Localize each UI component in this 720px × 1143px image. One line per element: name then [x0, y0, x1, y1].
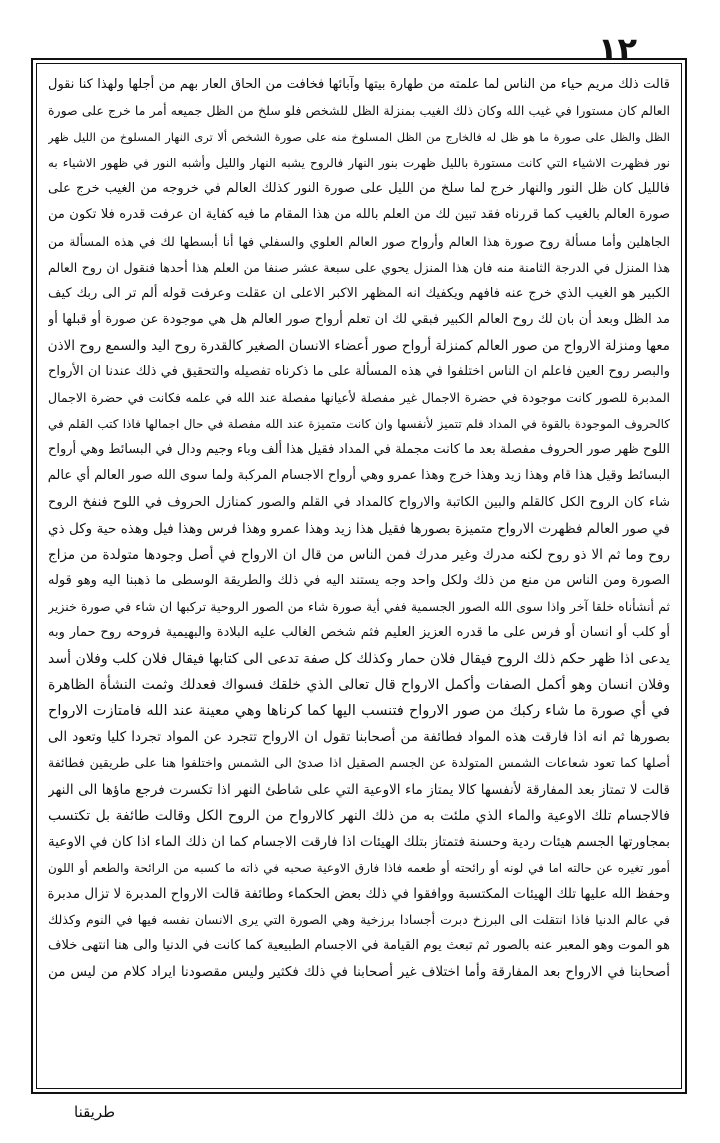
text-line: فالاجسام تلك الاوعية والماء الذي ملئت به من ذلك النهر كالارواح من الروح الكل وقالت طائفة بل تكتسب: [48, 807, 670, 824]
text-line: هذا المنزل في الدرجة الثامنة منه فان هذا المنزل يحوي على سبعة عشر صنفا من العلم هذا أحدها فنقول ان روح العالم: [48, 259, 670, 275]
text-line: وحفظ الله عليها تلك الهيئات المكتسبة ووافقوا في ذلك بعض الحكماء وطائفة قالت الارواح المدبرة لا تزال مدبرة: [48, 885, 670, 902]
text-line: صورة العالم بالغيب كما قررناه فقد تبين لك من العلم بالله من هذا المقام ما فيه كفاية ان عرفت قدره فلا تكون من: [48, 207, 670, 223]
text-line: الظل والظل على صورة ما هو ظل له فالخارج من الظل المسلوخ منه على صورة الشخص ألا ترى النهار المسلوخ من الليل ظهر: [48, 130, 670, 145]
text-line: اللوح ظهر صور الحروف مفصلة بعد ما كانت مجملة في المداد فقيل هذا ألف وباء وجيم ودال في البسائط وهي أرواح: [48, 442, 670, 458]
text-line: والبصر روح العين فاعلم ان الناس اختلفوا في هذه المسألة على ما ذكرناه تفصيله والتحقيق في ذلك عندنا ان الأرواح: [48, 364, 670, 380]
text-line: في صور العالم فظهرت الارواح متميزة بصورها فقيل هذا زيد وهذا عمرو وهذا فرس وهذا فيل وهذه حية وكل ذي: [48, 520, 670, 537]
text-line: وفلان انسان وهو أكمل الصفات وأكمل الارواح قال تعالى الذي خلقك فسواك فعدلك وثمت النشأة الظاهرة: [48, 677, 670, 694]
text-body: [48, 72, 670, 1082]
text-line: بمجاورتها الجسم هيئات ردية وحسنة فتمتاز بتلك الهيئات اذا فارقت الاجسام كما ان ذلك الماء اذا كان في الاوعية: [48, 833, 670, 850]
text-line: قالت لا تمتاز بعد المفارقة لأنفسها كالا يمتاز ماء الاوعية التي على شاطئ النهر اذا تكسرت فرجع ماؤها الى النهر: [48, 781, 670, 798]
text-line: المدبرة للصور كانت موجودة في حضرة الاجمال غير مفصلة لأعيانها مفصلة عند الله في علمه فكانت في حضرة الاجمال: [48, 390, 670, 406]
text-line: في عالم الدنيا فاذا انتقلت الى البرزخ دبرت أجسادا برزخية وهي الصورة التي يرى الانسان نفسه فيها في النوم وكذلك: [48, 912, 670, 927]
text-line: نور فظهرت الاشياء التي كانت مستورة بالليل ظهرت بنور النهار فالروح يشبه النهار والليل وأشبه النور في ظهور الاشياء به: [48, 156, 670, 171]
text-line: أمور تغيره عن حالته اما في لونه أو رائحته أو طعمه فاذا فارق الاوعية صحبه في ذاته ما كسبه من الرائحة والطعم أو اللون: [48, 860, 670, 875]
text-line: في أي صورة ما شاء ركبك من صور الارواح فتنسب اليها كما كرناها وهي معينة عند الله فامتازت الارواح: [48, 703, 670, 720]
text-line: ثم أنشأناه خلقا آخر واذا سوى الله الصور الجسمية ففي أية صورة شاء من الصور الروحية تركبها ان شاء في صورة خنزير: [48, 598, 670, 614]
text-line: بصورها ثم انه اذا فارقت هذه المواد فطائفة من أصحابنا تقول ان الارواح تتجرد عن المواد تجردا كليا وتعود الى: [48, 729, 670, 746]
text-line: الكبير هو الغيب الذي خرج عنه فافهم ويكفيك انه المظهر الاكبر الاعلى ان عقلت وعرفت قوله ألم تر الى ربك كيف: [48, 285, 670, 301]
text-line: مد الظل وبعد أن بان لك روح العالم الكبير فبقي لك ان تعلم أرواح صور العالم هل هي موجودة عن صورة أو قبلها أو: [48, 311, 670, 327]
text-line: قالت ذلك مريم حياء من الناس لما علمته من طهارة بيتها وآبائها فخافت من الحاق العار بهم من أجلها ولهذا كنا نقول: [48, 77, 670, 92]
catchword: طريقنا: [74, 1103, 116, 1121]
text-line: هو الموت وهو المعبر عنه بالصور ثم تبعث يوم القيامة في الاجسام الطبيعية كما كانت في الدنيا والى هنا انتهى خلاف: [48, 938, 670, 954]
text-line: أصلها كما تعود شعاعات الشمس المتولدة عن الجسم الصقيل اذا صدئ الى الشمس واختلفوا هنا على طريقين فطائفة: [48, 755, 670, 771]
text-line: البسائط وقيل هذا قام وهذا زيد وهذا خرج وهذا عمرو وهي أرواح الاجسام المركبة ولما سوى الله صور العالم أي عالم: [48, 468, 670, 484]
text-line: الصورة ومن الناس من منع من ذلك ولكل واحد وجه يستند اليه في ذلك والطريقة الوسطى ما ذهبنا اليه وهو قوله: [48, 572, 670, 588]
text-line: فالليل كان ظل النور والنهار خرج لما سلخ من الليل على صورة النور كذلك العالم في خروجه من الغيب خرج على: [48, 181, 670, 197]
text-line: الجاهلين وأما مسألة روح صورة هذا العالم وأرواح صور العالم العلوي والسفلي فها أنا أبسطها لك في هذه المسألة من: [48, 233, 670, 249]
text-line: كالحروف الموجودة بالقوة في المداد فلم تتميز لأنفسها وان كانت متميزة عند الله مفصلة في حال اجمالها فاذا كتب القلم في: [48, 417, 670, 432]
text-line: أصحابنا في الارواح بعد المفارقة وأما اختلاف غير أصحابنا في ذلك فكثير وليس مقصودنا ايراد كلام من ليس من: [48, 964, 670, 981]
text-line: العالم كان مستورا في غيب الله وكان ذلك الغيب بمنزلة الظل للشخص فلو سلخ من الظل جميعه أمر ما خرج على صورة: [48, 103, 670, 119]
text-line: يدعى اذا ظهر حكم ذلك الروح فيقال فلان حمار وكذلك كل صفة تدعى الى كتابها فيقال فلان كلب وفلان أسد: [48, 651, 670, 668]
text-line: معها ومنزلة الارواح من صور العالم كمنزلة أرواح صور أعضاء الانسان الصغير كالقدرة روح اليد والسمع روح الاذن: [48, 337, 670, 354]
text-line: شاء كان الروح الكل كالقلم والبين الكاتبة والارواح كالمداد في القلم والصور كمنازل الحروف في اللوح فنفخ الروح: [48, 494, 670, 510]
text-line: روح وما ثم الا ذو روح لكنه مدرك وغير مدرك فمن الناس من قال ان الارواح في أصل وجودها متولدة من مزاج: [48, 546, 670, 563]
text-line: أو كلب أو انسان أو فرس على ما قدره العزيز العليم فثم شخص الغالب عليه البلادة والبهيمية فروحه روح حمار وبه: [48, 624, 670, 640]
page-number: ١٢: [598, 30, 638, 68]
